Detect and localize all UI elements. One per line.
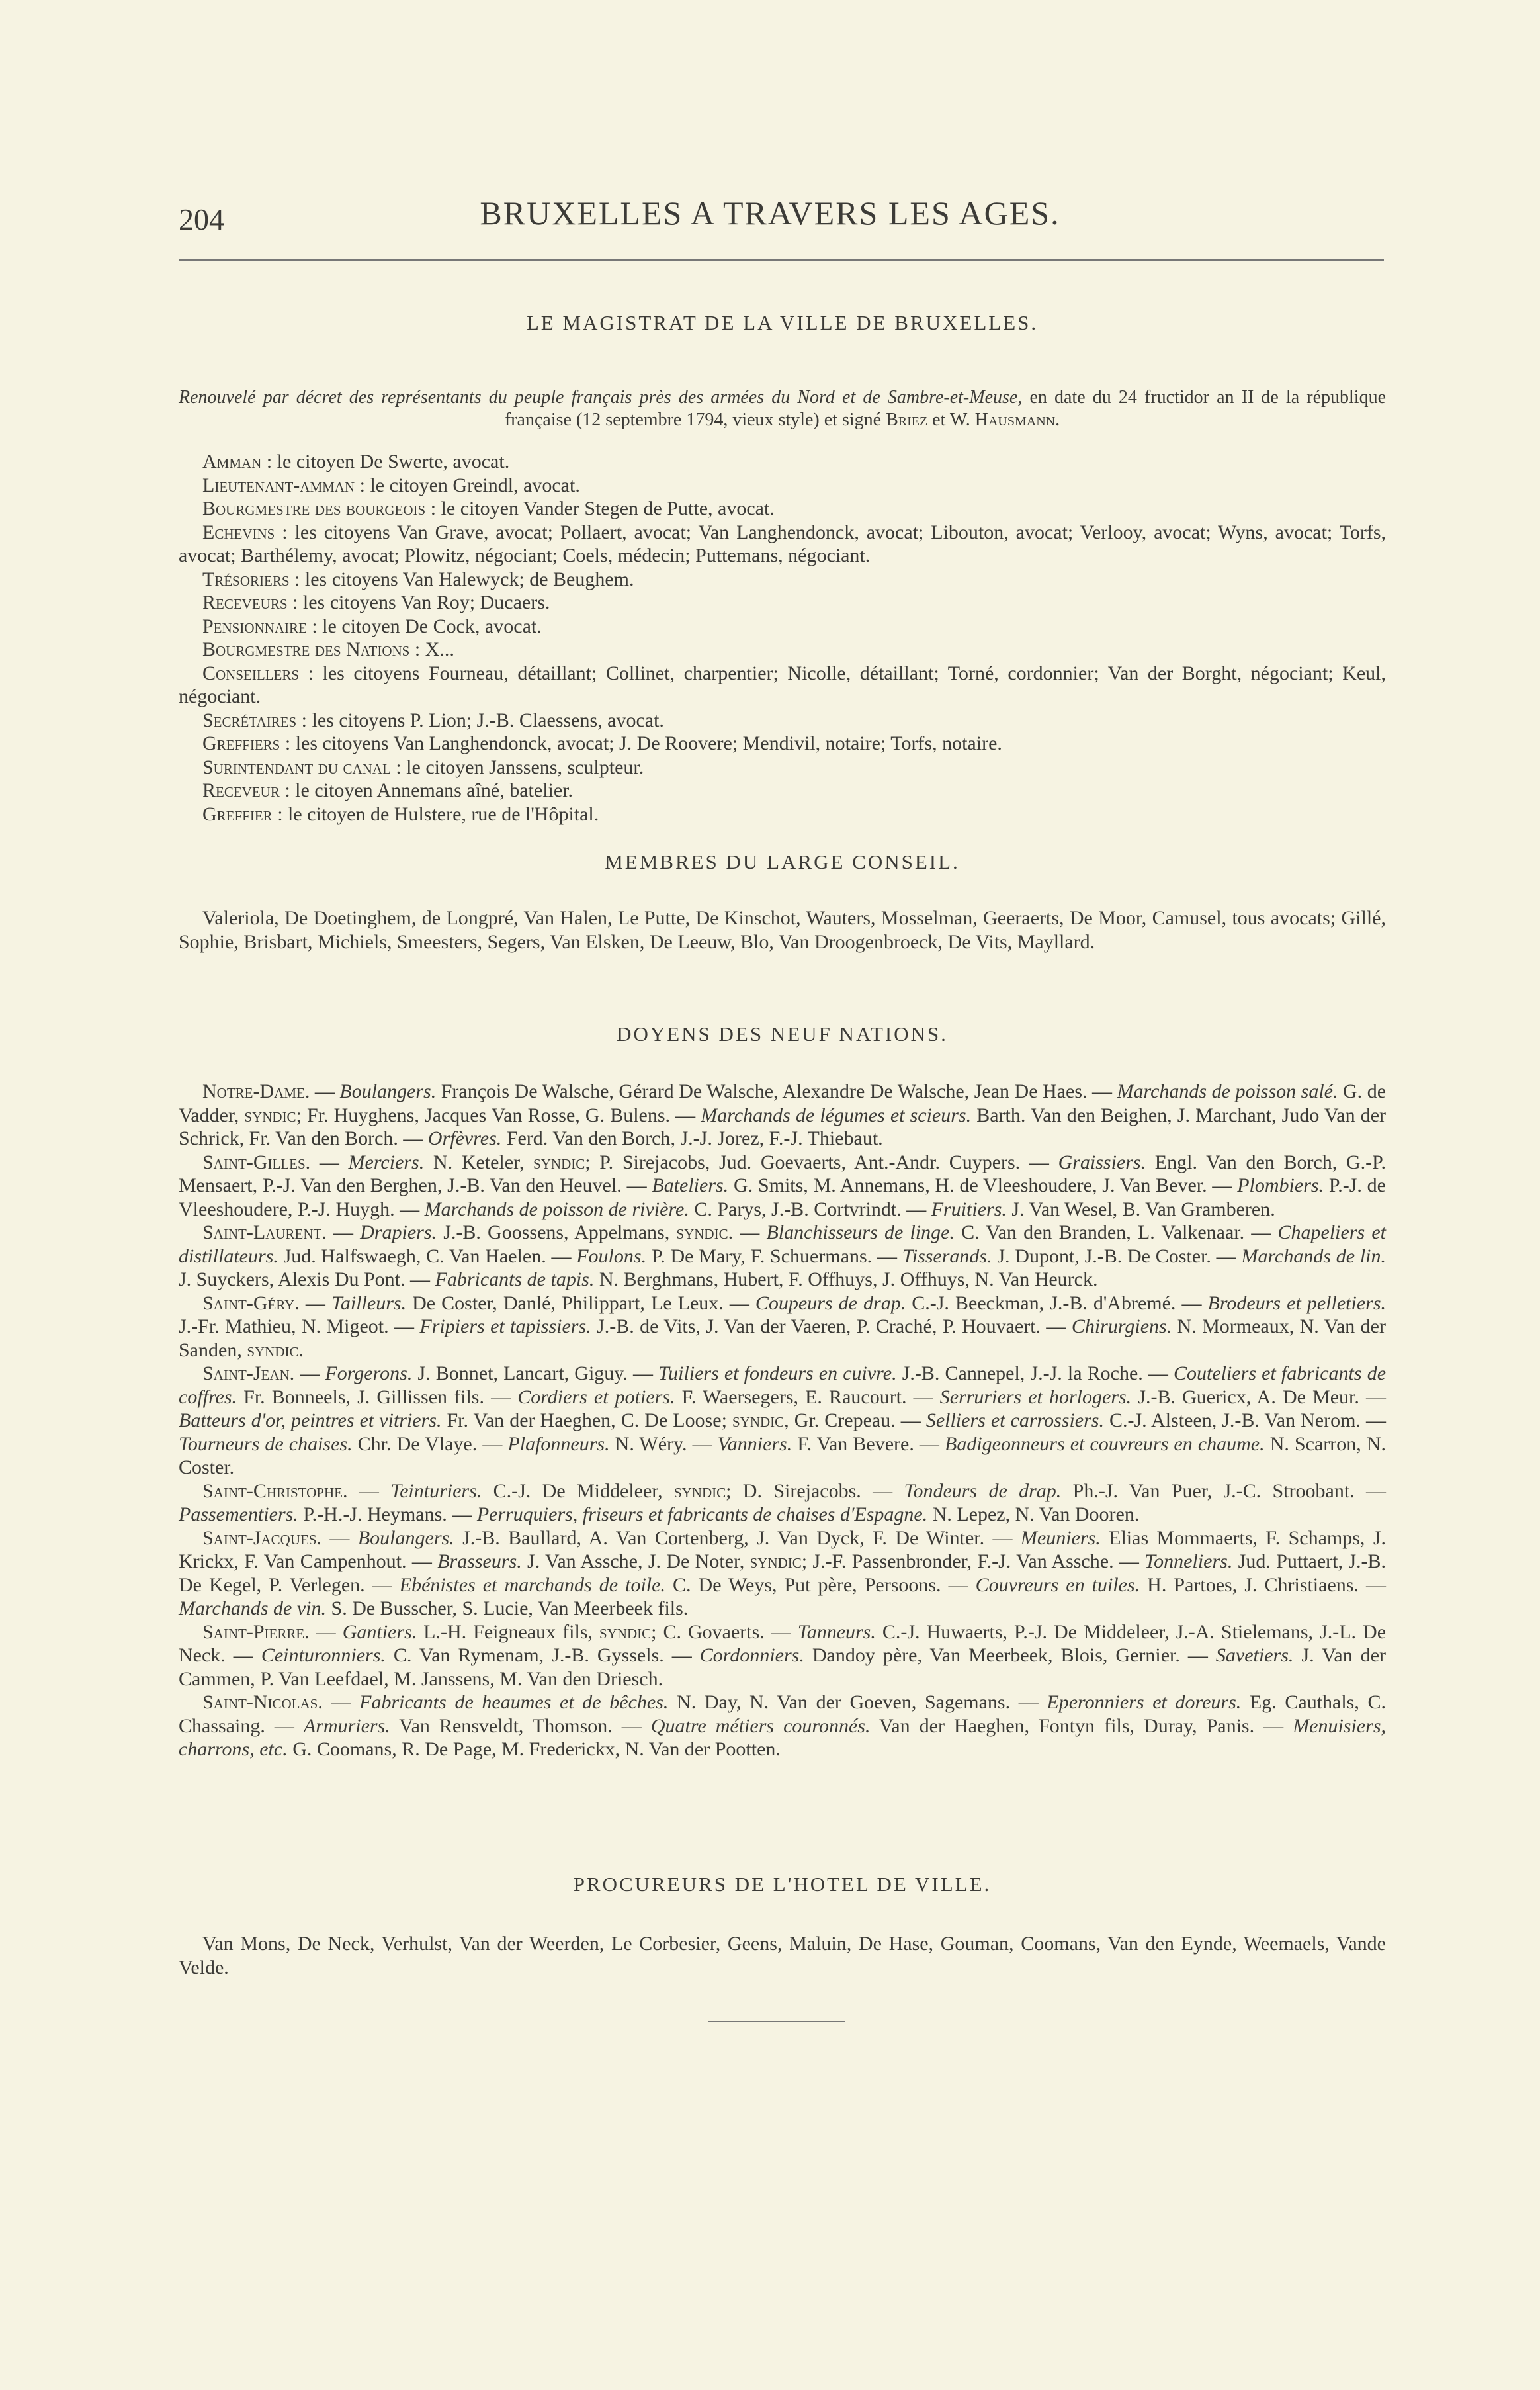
text-run: : le citoyen Janssens, sculpteur. bbox=[390, 756, 644, 778]
italic-text: Brodeurs et pelletiers. bbox=[1207, 1292, 1387, 1314]
paragraph-entry bbox=[179, 1292, 1386, 1362]
italic-text: Cordonniers. bbox=[699, 1644, 804, 1666]
text-run: en date du 24 fructidor an II de la république française (12 septembre 1794, vieux style) et signé bbox=[504, 387, 1386, 430]
text-run: N. Day, N. Van der Goeven, Sagemans. — bbox=[668, 1691, 1047, 1713]
text-run: De Coster, Danlé, Philippart, Le Leux. — bbox=[406, 1292, 755, 1314]
smallcaps-text: Surintendant du canal bbox=[202, 756, 391, 778]
text-run: : les citoyens Fourneau, détaillant; Collinet, charpentier; Nicolle, détaillant; Torné, cordonnier; Van der Borght, négociant; Keul, négociant. bbox=[179, 662, 1386, 707]
italic-text: Blanchisseurs de linge. bbox=[766, 1221, 955, 1243]
text-run: C. Parys, J.-B. Cortvrindt. — bbox=[689, 1198, 931, 1220]
italic-text: Ceinturonniers. bbox=[261, 1644, 386, 1666]
text-run: Chr. De Vlaye. — bbox=[352, 1433, 508, 1455]
paragraph-entry bbox=[179, 450, 1386, 474]
text-run: — bbox=[294, 1362, 325, 1384]
italic-text: Chapeliers et distillateurs. bbox=[179, 1221, 1387, 1267]
text-run: P.-J. de Vleeshoudere, P.-J. Huygh. — bbox=[179, 1174, 1386, 1220]
text-run: : les citoyens Van Roy; Ducaers. bbox=[287, 592, 550, 613]
text-run: J.-B. Guericx, A. De Meur. — bbox=[1131, 1386, 1386, 1408]
text-run: C. Van den Branden, L. Valkenaar. — bbox=[954, 1221, 1278, 1243]
smallcaps-text: syndic bbox=[749, 1550, 802, 1572]
italic-text: Tourneurs de chaises. bbox=[179, 1433, 353, 1455]
text-run: ; P. Sirejacobs, Jud. Goevaerts, Ant.-Andr. Cuypers. — bbox=[585, 1151, 1058, 1173]
italic-text: Boulangers. bbox=[357, 1527, 454, 1549]
text-run: N. Berghmans, Hubert, F. Offhuys, J. Offhuys, N. Van Heurck. bbox=[594, 1268, 1098, 1290]
text-run: C.-J. Huwaerts, P.-J. De Middeleer, J.-A. Stielemans, J.-L. De Neck. — bbox=[179, 1620, 1387, 1666]
paragraph-entry bbox=[179, 1362, 1386, 1480]
text-run: Barth. Van den Beighen, J. Marchant, Judo Van der Schrick, Fr. Van den Borch. — bbox=[179, 1104, 1386, 1149]
italic-text: Serruriers et horlogers. bbox=[939, 1386, 1132, 1408]
paragraph-entry bbox=[179, 568, 1386, 592]
text-run: J.-B. Baullard, A. Van Cortenberg, J. Van Dyck, F. De Winter. — bbox=[454, 1527, 1021, 1549]
text-run: — bbox=[310, 1081, 340, 1102]
italic-text: Fabricants de heaumes et de bêches. bbox=[359, 1691, 669, 1713]
italic-text: Graissiers. bbox=[1058, 1151, 1146, 1173]
italic-text: Perruquiers, friseurs et fabricants de chaises d'Espagne. bbox=[476, 1503, 928, 1525]
italic-text: Couteliers et fabricants de coffres. bbox=[179, 1362, 1387, 1408]
text-run: J. Van Assche, J. De Noter, bbox=[521, 1550, 750, 1572]
italic-text: Forgerons. bbox=[325, 1362, 413, 1384]
text-run: Van der Haeghen, Fontyn fils, Duray, Panis. — bbox=[870, 1714, 1293, 1737]
text-run: : les citoyens Van Grave, avocat; Pollaert, avocat; Van Langhendonck, avocat; Libouton, avocat; Verlooy, avocat; Wyns, avocat; Torfs, avocat; Barthélemy, avocat; Plowitz, négociant; Coels, médecin; Puttemans, négociant. bbox=[179, 521, 1386, 566]
italic-text: Tonneliers. bbox=[1144, 1550, 1233, 1572]
italic-text: Marchands de légumes et scieurs. bbox=[701, 1104, 972, 1126]
smallcaps-text: Bourgmestre des bourgeois bbox=[202, 498, 426, 519]
italic-text: Eperonniers et doreurs. bbox=[1047, 1691, 1242, 1713]
smallcaps-text: Notre-Dame. bbox=[202, 1081, 310, 1102]
italic-text: Fabricants de tapis. bbox=[435, 1268, 595, 1290]
smallcaps-text: Saint-Nicolas. bbox=[202, 1691, 323, 1713]
italic-text: Armuriers. bbox=[303, 1714, 390, 1737]
text-run: P. De Mary, F. Schuermans. — bbox=[646, 1245, 902, 1267]
paragraph-entry bbox=[179, 1691, 1386, 1761]
text-run: — bbox=[326, 1221, 361, 1243]
text-run: : les citoyens Van Halewyck; de Beughem. bbox=[289, 568, 634, 590]
italic-text: Foulons. bbox=[576, 1245, 647, 1267]
text-run: Fr. Bonneels, J. Gillissen fils. — bbox=[237, 1386, 518, 1408]
text-run: — bbox=[347, 1480, 391, 1502]
end-rule bbox=[708, 2021, 845, 2022]
smallcaps-text: Saint-Géry. bbox=[202, 1292, 300, 1314]
italic-text: Boulangers. bbox=[339, 1081, 437, 1102]
paragraph-entry bbox=[179, 1080, 1386, 1151]
italic-text: Batteurs d'or, peintres et vitriers. bbox=[179, 1409, 442, 1431]
paragraph-entry bbox=[179, 638, 1386, 662]
text-run: J.-B. de Vits, J. Van der Vaeren, P. Craché, P. Houvaert. — bbox=[591, 1315, 1072, 1337]
smallcaps-text: syndic bbox=[673, 1480, 726, 1502]
smallcaps-text: Receveur bbox=[202, 779, 280, 801]
paragraph-entry bbox=[179, 756, 1386, 779]
italic-text: Coupeurs de drap. bbox=[755, 1292, 906, 1314]
italic-text: Passementiers. bbox=[179, 1503, 298, 1525]
smallcaps-text: syndic bbox=[244, 1104, 296, 1126]
smallcaps-text: Saint-Gilles. bbox=[202, 1151, 311, 1173]
magistrat-intro bbox=[179, 386, 1386, 431]
italic-text: Marchands de lin. bbox=[1241, 1245, 1387, 1267]
paragraph-entry bbox=[179, 474, 1386, 498]
text-run: N. Scarron, N. Coster. bbox=[179, 1433, 1387, 1478]
text-run: Elias Mommaerts, F. Schamps, J. Krickx, F. Van Campenhout. — bbox=[179, 1527, 1387, 1572]
doyens-list bbox=[179, 1080, 1386, 1761]
italic-text: Savetiers. bbox=[1215, 1644, 1294, 1666]
italic-text: Ebénistes et marchands de toile. bbox=[399, 1573, 665, 1596]
italic-text: Marchands de vin. bbox=[179, 1597, 327, 1619]
text-run: Ferd. Van den Borch, J.-J. Jorez, F.-J. Thiebaut. bbox=[501, 1128, 883, 1149]
text-run: Engl. Van den Borch, G.-P. Mensaert, P.-J. Van den Berghen, J.-B. Van den Heuvel. — bbox=[179, 1151, 1386, 1196]
text-run: : le citoyen Greindl, avocat. bbox=[355, 474, 580, 496]
text-run: J. Bonnet, Lancart, Giguy. — bbox=[412, 1362, 659, 1384]
text-run: François De Walsche, Gérard De Walsche, Alexandre De Walsche, Jean De Haes. — bbox=[436, 1081, 1117, 1102]
italic-text: Quatre métiers couronnés. bbox=[650, 1714, 871, 1737]
italic-text: Plafonneurs. bbox=[507, 1433, 610, 1455]
italic-text: Renouvelé par décret des représentants du peuple français près des armées du Nord et de Sambre-et-Meuse, bbox=[179, 387, 1023, 408]
italic-text: Tuiliers et fondeurs en cuivre. bbox=[658, 1362, 897, 1384]
smallcaps-text: syndic, bbox=[732, 1409, 789, 1431]
text-run: : le citoyen De Cock, avocat. bbox=[306, 615, 542, 637]
smallcaps-text: Saint-Christophe. bbox=[202, 1480, 348, 1502]
paragraph-entry bbox=[179, 1221, 1386, 1292]
text-run: J. Suyckers, Alexis Du Pont. — bbox=[179, 1268, 435, 1290]
text-run: ; C. Govaerts. — bbox=[651, 1620, 798, 1643]
text-run: L.-H. Feigneaux fils, bbox=[417, 1620, 599, 1643]
italic-text: Tondeurs de drap. bbox=[904, 1480, 1062, 1502]
paragraph-entry bbox=[179, 1527, 1386, 1620]
smallcaps-text: Saint-Jean. bbox=[202, 1362, 295, 1384]
smallcaps-text: Receveurs bbox=[202, 592, 288, 613]
italic-text: Chirurgiens. bbox=[1071, 1315, 1172, 1337]
section-title-magistrat: LE MAGISTRAT DE LA VILLE DE BRUXELLES. bbox=[526, 311, 1039, 334]
smallcaps-text: Greffier bbox=[202, 803, 273, 825]
italic-text: Brasseurs. bbox=[437, 1550, 522, 1572]
text-run: G. Coomans, R. De Page, M. Frederickx, N. Van der Pootten. bbox=[287, 1738, 781, 1760]
smallcaps-text: Conseillers bbox=[202, 662, 300, 684]
paragraph-entry bbox=[179, 803, 1386, 826]
text-run: N. Keteler, bbox=[424, 1151, 534, 1173]
text-run: — bbox=[310, 1151, 349, 1173]
section-title-doyens: DOYENS DES NEUF NATIONS. bbox=[617, 1022, 948, 1045]
page-number: 204 bbox=[179, 202, 224, 236]
running-title-text: BRUXELLES A TRAVERS LES AGES. bbox=[480, 195, 1060, 232]
text-run: C.-J. Beeckman, J.-B. d'Abremé. — bbox=[906, 1292, 1208, 1314]
text-run: N. Wéry. — bbox=[609, 1433, 718, 1455]
text-run: S. De Busscher, S. Lucie, Van Meerbeek fils. bbox=[326, 1597, 689, 1619]
smallcaps-text: Saint-Jacques. bbox=[202, 1527, 322, 1549]
smallcaps-text: syndic bbox=[533, 1151, 585, 1173]
text-run: P.-H.-J. Heymans. — bbox=[298, 1503, 477, 1525]
paragraph-entry bbox=[179, 907, 1386, 953]
text-run: C. De Weys, Put père, Persoons. — bbox=[665, 1573, 976, 1596]
paragraph-entry bbox=[179, 709, 1386, 732]
smallcaps-text: Greffiers bbox=[202, 732, 280, 754]
text-run: ; D. Sirejacobs. — bbox=[726, 1480, 904, 1502]
large-conseil-list bbox=[179, 907, 1386, 953]
italic-text: Teinturiers. bbox=[390, 1480, 482, 1502]
smallcaps-text: Lieutenant-amman bbox=[202, 474, 355, 496]
text-run: J.-Fr. Mathieu, N. Migeot. — bbox=[179, 1315, 420, 1337]
text-run: J.-B. Cannepel, J.-J. la Roche. — bbox=[896, 1362, 1174, 1384]
paragraph-entry bbox=[179, 497, 1386, 521]
smallcaps-text: syndic. bbox=[676, 1221, 734, 1243]
text-run: G. de Vadder, bbox=[179, 1081, 1387, 1126]
text-run: Dandoy père, Van Meerbeek, Blois, Gernier. — bbox=[804, 1644, 1216, 1666]
italic-text: Drapiers. bbox=[360, 1221, 437, 1243]
text-run: : les citoyens P. Lion; J.-B. Claessens, avocat. bbox=[296, 709, 664, 731]
text-run: ; J.-F. Passenbronder, F.-J. Van Assche. — bbox=[801, 1550, 1145, 1572]
italic-text: Badigeonneurs et couvreurs en chaume. bbox=[945, 1433, 1265, 1455]
text-run: F. Van Bevere. — bbox=[792, 1433, 945, 1455]
smallcaps-text: Amman bbox=[202, 451, 262, 472]
smallcaps-text: Bourgmestre des Nations bbox=[202, 639, 410, 660]
text-run: G. Smits, M. Annemans, H. de Vleeshoudere, J. Van Bever. — bbox=[728, 1174, 1238, 1196]
italic-text: Tisserands. bbox=[902, 1245, 992, 1267]
text-run: J. Dupont, J.-B. De Coster. — bbox=[992, 1245, 1242, 1267]
text-run: N. Mormeaux, N. Van der Sanden, bbox=[179, 1315, 1386, 1361]
smallcaps-text: Echevins bbox=[202, 521, 275, 543]
italic-text: Fruitiers. bbox=[931, 1198, 1007, 1220]
italic-text: Marchands de poisson de rivière. bbox=[424, 1198, 689, 1220]
text-run: C. Van Rymenam, J.-B. Gyssels. — bbox=[385, 1644, 700, 1666]
text-run: : X... bbox=[409, 639, 454, 660]
text-run: — bbox=[321, 1527, 358, 1549]
text-run: Van Rensveldt, Thomson. — bbox=[390, 1714, 651, 1737]
text-run: N. Lepez, N. Van Dooren. bbox=[927, 1503, 1140, 1525]
italic-text: Cordiers et potiers. bbox=[517, 1386, 675, 1408]
paragraph-entry bbox=[179, 615, 1386, 639]
italic-text: Merciers. bbox=[348, 1151, 425, 1173]
intro-paragraph bbox=[179, 386, 1386, 431]
text-run: J. Van der Cammen, P. Van Leefdael, M. Janssens, M. Van den Driesch. bbox=[179, 1644, 1387, 1690]
text-run: et W. bbox=[927, 410, 975, 430]
text-run: Fr. Van der Haeghen, C. De Loose; bbox=[441, 1409, 732, 1431]
smallcaps-text: syndic. bbox=[247, 1339, 304, 1361]
smallcaps-text: Secrétaires bbox=[202, 709, 297, 731]
paragraph-entry bbox=[179, 1480, 1386, 1527]
header-rule bbox=[179, 259, 1384, 261]
italic-text: Plombiers. bbox=[1237, 1174, 1324, 1196]
italic-text: Vanniers. bbox=[717, 1433, 792, 1455]
text-run: — bbox=[299, 1292, 331, 1314]
text-run: : le citoyen De Swerte, avocat. bbox=[261, 451, 510, 472]
text-run: Gr. Crepeau. — bbox=[789, 1409, 926, 1431]
italic-text: Meuniers. bbox=[1020, 1527, 1101, 1549]
text-run: C.-J. De Middeleer, bbox=[482, 1480, 674, 1502]
paragraph-entry bbox=[179, 1620, 1386, 1691]
section-title-procureurs: PROCUREURS DE L'HOTEL DE VILLE. bbox=[573, 1873, 992, 1896]
section-title-large-conseil: MEMBRES DU LARGE CONSEIL. bbox=[605, 850, 960, 873]
paragraph-entry bbox=[179, 662, 1386, 709]
text-run: H. Partoes, J. Christiaens. — bbox=[1140, 1573, 1386, 1596]
smallcaps-text: syndic bbox=[599, 1620, 652, 1643]
italic-text: Tanneurs. bbox=[797, 1620, 876, 1643]
text-run: Jud. Puttaert, J.-B. De Kegel, P. Verlegen. — bbox=[179, 1550, 1387, 1596]
text-run: J.-B. Goossens, Appelmans, bbox=[437, 1221, 677, 1243]
italic-text: Gantiers. bbox=[342, 1620, 417, 1643]
magistrat-list bbox=[179, 450, 1386, 826]
text-run: C.-J. Alsteen, J.-B. Van Nerom. — bbox=[1103, 1409, 1386, 1431]
text-run: Valeriola, De Doetinghem, de Longpré, Van Halen, Le Putte, De Kinschot, Wauters, Mosselman, Geeraerts, De Moor, Camusel, tous avocats; Gillé, Sophie, Brisbart, Michiels, Smeesters, Segers, Van Elsken, De Leeuw, Blo, Van Droogenbroeck, De Vits, Mayllard. bbox=[179, 907, 1386, 953]
italic-text: Fripiers et tapissiers. bbox=[419, 1315, 591, 1337]
italic-text: Tailleurs. bbox=[331, 1292, 407, 1314]
text-run: : le citoyen de Hulstere, rue de l'Hôpital. bbox=[272, 803, 599, 825]
italic-text: Couvreurs en tuiles. bbox=[975, 1573, 1140, 1596]
text-run: : le citoyen Annemans aîné, batelier. bbox=[279, 779, 574, 801]
italic-text: Selliers et carrossiers. bbox=[925, 1409, 1104, 1431]
procureurs-list bbox=[179, 1932, 1386, 1979]
paragraph-entry bbox=[179, 1932, 1386, 1979]
text-run: Ph.-J. Van Puer, J.-C. Stroobant. — bbox=[1061, 1480, 1387, 1502]
text-run: — bbox=[309, 1620, 343, 1643]
text-run: : le citoyen Vander Stegen de Putte, avocat. bbox=[425, 498, 775, 519]
smallcaps-text: Pensionnaire bbox=[202, 615, 307, 637]
smallcaps-text: Trésoriers bbox=[202, 568, 290, 590]
italic-text: Orfèvres. bbox=[427, 1128, 502, 1149]
text-run: ; Fr. Huyghens, Jacques Van Rosse, G. Bulens. — bbox=[296, 1104, 701, 1126]
text-run: — bbox=[733, 1221, 767, 1243]
smallcaps-text: Hausmann. bbox=[974, 410, 1060, 430]
paragraph-entry bbox=[179, 1151, 1386, 1221]
paragraph-entry bbox=[179, 779, 1386, 803]
smallcaps-text: Saint-Pierre. bbox=[202, 1620, 310, 1643]
paragraph-entry bbox=[179, 591, 1386, 615]
text-run: J. Van Wesel, B. Van Gramberen. bbox=[1006, 1198, 1275, 1220]
paragraph-entry bbox=[179, 521, 1386, 568]
smallcaps-text: Briez bbox=[886, 410, 928, 430]
italic-text: Menuisiers, charrons, etc. bbox=[179, 1714, 1387, 1760]
text-run: : les citoyens Van Langhendonck, avocat; J. De Roovere; Mendivil, notaire; Torfs, notaire. bbox=[280, 732, 1002, 754]
text-run: Jud. Halfswaegh, C. Van Haelen. — bbox=[278, 1245, 577, 1267]
text-run: F. Waersegers, E. Raucourt. — bbox=[675, 1386, 940, 1408]
running-title bbox=[0, 194, 1540, 232]
italic-text: Marchands de poisson salé. bbox=[1117, 1081, 1338, 1102]
smallcaps-text: Saint-Laurent. bbox=[202, 1221, 327, 1243]
text-run: Eg. Cauthals, C. Chassaing. — bbox=[179, 1691, 1387, 1737]
text-run: Van Mons, De Neck, Verhulst, Van der Weerden, Le Corbesier, Geens, Maluin, De Hase, Gouman, Coomans, Van den Eynde, Weemaels, Vande Velde. bbox=[179, 1933, 1386, 1978]
text-run: — bbox=[322, 1691, 360, 1713]
paragraph-entry bbox=[179, 732, 1386, 756]
italic-text: Bateliers. bbox=[652, 1174, 729, 1196]
